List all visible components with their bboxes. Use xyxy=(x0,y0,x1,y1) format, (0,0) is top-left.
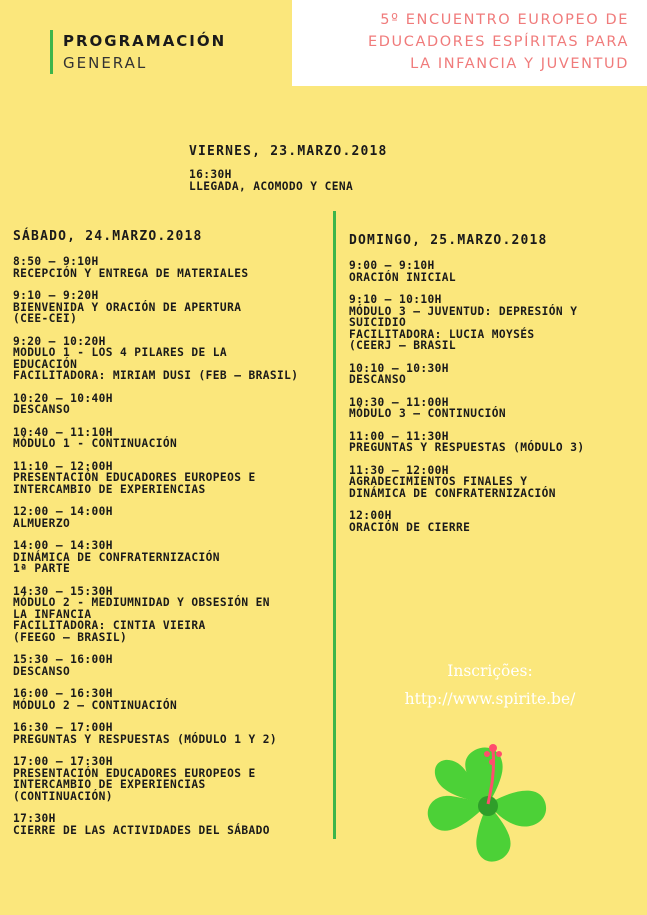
saturday-event xyxy=(13,540,331,575)
event-description: (CONTINUACIÓN) xyxy=(13,789,113,803)
event-time: 17:30H xyxy=(13,812,56,825)
saturday-event xyxy=(13,461,331,496)
sunday-event xyxy=(349,431,639,454)
event-time: 14:30 – 15:30H xyxy=(13,584,113,598)
event-description: MODULO 1 - LOS 4 PILARES DE LA xyxy=(13,346,228,359)
sunday-title: DOMINGO, 25.MARZO.2018 xyxy=(349,233,548,248)
hibiscus-flower-icon xyxy=(413,732,563,872)
event-title-line: 5º ENCUENTRO EUROPEO DE xyxy=(380,12,629,28)
event-time: 12:00H xyxy=(349,509,392,522)
friday-section xyxy=(189,144,388,192)
event-description: FACILITADORA: CINTIA VIEIRA xyxy=(13,619,206,632)
sunday-event xyxy=(349,363,639,386)
event-description: EDUCACIÓN xyxy=(13,357,78,371)
event-description: DESCANSO xyxy=(13,403,71,416)
event-description: ORACIÓN INICIAL xyxy=(349,270,457,284)
event-description: RECEPCIÓN Y ENTREGA DE MATERIALES xyxy=(13,266,249,280)
event-description: LLEGADA, ACOMODO Y CENA xyxy=(189,179,354,193)
sunday-event xyxy=(349,294,639,352)
sunday-event xyxy=(349,260,639,283)
event-time: 9:10 – 9:20H xyxy=(13,289,99,302)
saturday-event xyxy=(13,586,331,644)
event-time: 11:00 – 11:30H xyxy=(349,429,449,443)
event-title-box xyxy=(292,0,647,86)
event-description: PRESENTACIÓN EDUCADORES EUROPEOS E xyxy=(13,766,256,780)
saturday-event xyxy=(13,336,331,382)
event-description: DESCANSO xyxy=(349,373,407,386)
saturday-section xyxy=(13,229,331,836)
event-description: INTERCAMBIO DE EXPERIENCIAS xyxy=(13,778,206,791)
event-description: MÓDULO 3 – CONTINUCIÓN xyxy=(349,407,506,420)
event-description: CIERRE DE LAS ACTIVIDADES DEL SÁBADO xyxy=(13,823,270,837)
saturday-event xyxy=(13,722,331,745)
event-description: MÓDULO 2 – CONTINUACIÓN xyxy=(13,698,178,712)
event-time: 11:10 – 12:00H xyxy=(13,459,113,473)
event-time: 11:30 – 12:00H xyxy=(349,463,449,477)
saturday-event xyxy=(13,813,331,836)
event-description: 1ª PARTE xyxy=(13,562,71,575)
event-time: 17:00 – 17:30H xyxy=(13,755,113,768)
event-description: SUICIDIO xyxy=(349,316,407,329)
event-time: 14:00 – 14:30H xyxy=(13,539,113,552)
saturday-event xyxy=(13,290,331,325)
event-time: 16:00 – 16:30H xyxy=(13,687,113,700)
event-time: 9:10 – 10:10H xyxy=(349,293,442,306)
friday-events xyxy=(189,169,388,192)
saturday-event xyxy=(13,756,331,802)
inscription-block xyxy=(365,657,615,713)
event-description: MÓDULO 2 - MEDIUMNIDAD Y OBSESIÓN EN xyxy=(13,596,270,609)
inscription-url[interactable]: http://www.spirite.be/ xyxy=(404,690,576,708)
event-description: MÓDULO 3 – JUVENTUD: DEPRESIÓN Y xyxy=(349,304,578,318)
event-description: ALMUERZO xyxy=(13,516,71,530)
sunday-event xyxy=(349,510,639,533)
event-description: MÓDULO 1 - CONTINUACIÓN xyxy=(13,437,178,450)
event-title-line: EDUCADORES ESPÍRITAS PARA xyxy=(368,34,629,50)
event-description: DINÁMICA DE CONFRATERNIZACIÓN xyxy=(349,486,556,500)
event-description: INTERCAMBIO DE EXPERIENCIAS xyxy=(13,482,206,496)
sunday-section xyxy=(349,233,639,533)
event-time: 10:40 – 11:10H xyxy=(13,425,113,439)
saturday-event xyxy=(13,393,331,416)
sunday-event xyxy=(349,397,639,420)
event-title-line: LA INFANCIA Y JUVENTUD xyxy=(410,56,629,72)
program-title: PROGRAMACIÓN xyxy=(63,32,227,50)
event-description: (CEERJ – BRASIL xyxy=(349,339,457,352)
event-time: 10:30 – 11:00H xyxy=(349,395,449,409)
saturday-event xyxy=(13,506,331,529)
event-time: 12:00 – 14:00H xyxy=(13,505,113,518)
saturday-events xyxy=(13,256,331,836)
saturday-event xyxy=(13,654,331,677)
event-time: 9:20 – 10:20H xyxy=(13,334,106,348)
program-subtitle: GENERAL xyxy=(63,54,148,72)
event-description: FACILITADORA: MIRIAM DUSI (FEB – BRASIL) xyxy=(13,369,299,382)
friday-title: VIERNES, 23.MARZO.2018 xyxy=(189,144,388,159)
program-header xyxy=(50,30,226,74)
event-description: DINÁMICA DE CONFRATERNIZACIÓN xyxy=(13,550,220,564)
saturday-event xyxy=(13,427,331,450)
event-description: (CEE-CEI) xyxy=(13,312,78,325)
event-time: 9:00 – 9:10H xyxy=(349,259,435,272)
event-description: PREGUNTAS Y RESPUESTAS (MÓDULO 3) xyxy=(349,441,585,454)
sunday-events xyxy=(349,260,639,533)
event-time: 16:30 – 17:00H xyxy=(13,721,113,734)
event-time: 10:10 – 10:30H xyxy=(349,361,449,375)
saturday-event xyxy=(13,688,331,711)
event-time: 10:20 – 10:40H xyxy=(13,391,113,405)
event-description: ORACIÓN DE CIERRE xyxy=(349,520,471,534)
event-description: PRESENTACIÓN EDUCADORES EUROPEOS E xyxy=(13,471,256,484)
sunday-event xyxy=(349,465,639,500)
saturday-title: SÁBADO, 24.MARZO.2018 xyxy=(13,229,203,244)
event-description: FACILITADORA: LUCIA MOYSÉS xyxy=(349,327,535,341)
friday-event xyxy=(189,169,388,192)
event-description: DESCANSO xyxy=(13,664,71,678)
event-time: 16:30H xyxy=(189,168,232,181)
column-divider xyxy=(333,211,336,839)
inscription-label: Inscrições: xyxy=(447,662,533,680)
event-time: 15:30 – 16:00H xyxy=(13,653,113,666)
event-description: BIENVENIDA Y ORACIÓN DE APERTURA xyxy=(13,300,242,314)
event-description: PREGUNTAS Y RESPUESTAS (MÓDULO 1 Y 2) xyxy=(13,732,278,746)
event-description: AGRADECIMIENTOS FINALES Y xyxy=(349,475,528,488)
event-description: (FEEGO – BRASIL) xyxy=(13,630,128,644)
saturday-event xyxy=(13,256,331,279)
event-time: 8:50 – 9:10H xyxy=(13,255,99,268)
event-description: LA INFANCIA xyxy=(13,607,92,621)
